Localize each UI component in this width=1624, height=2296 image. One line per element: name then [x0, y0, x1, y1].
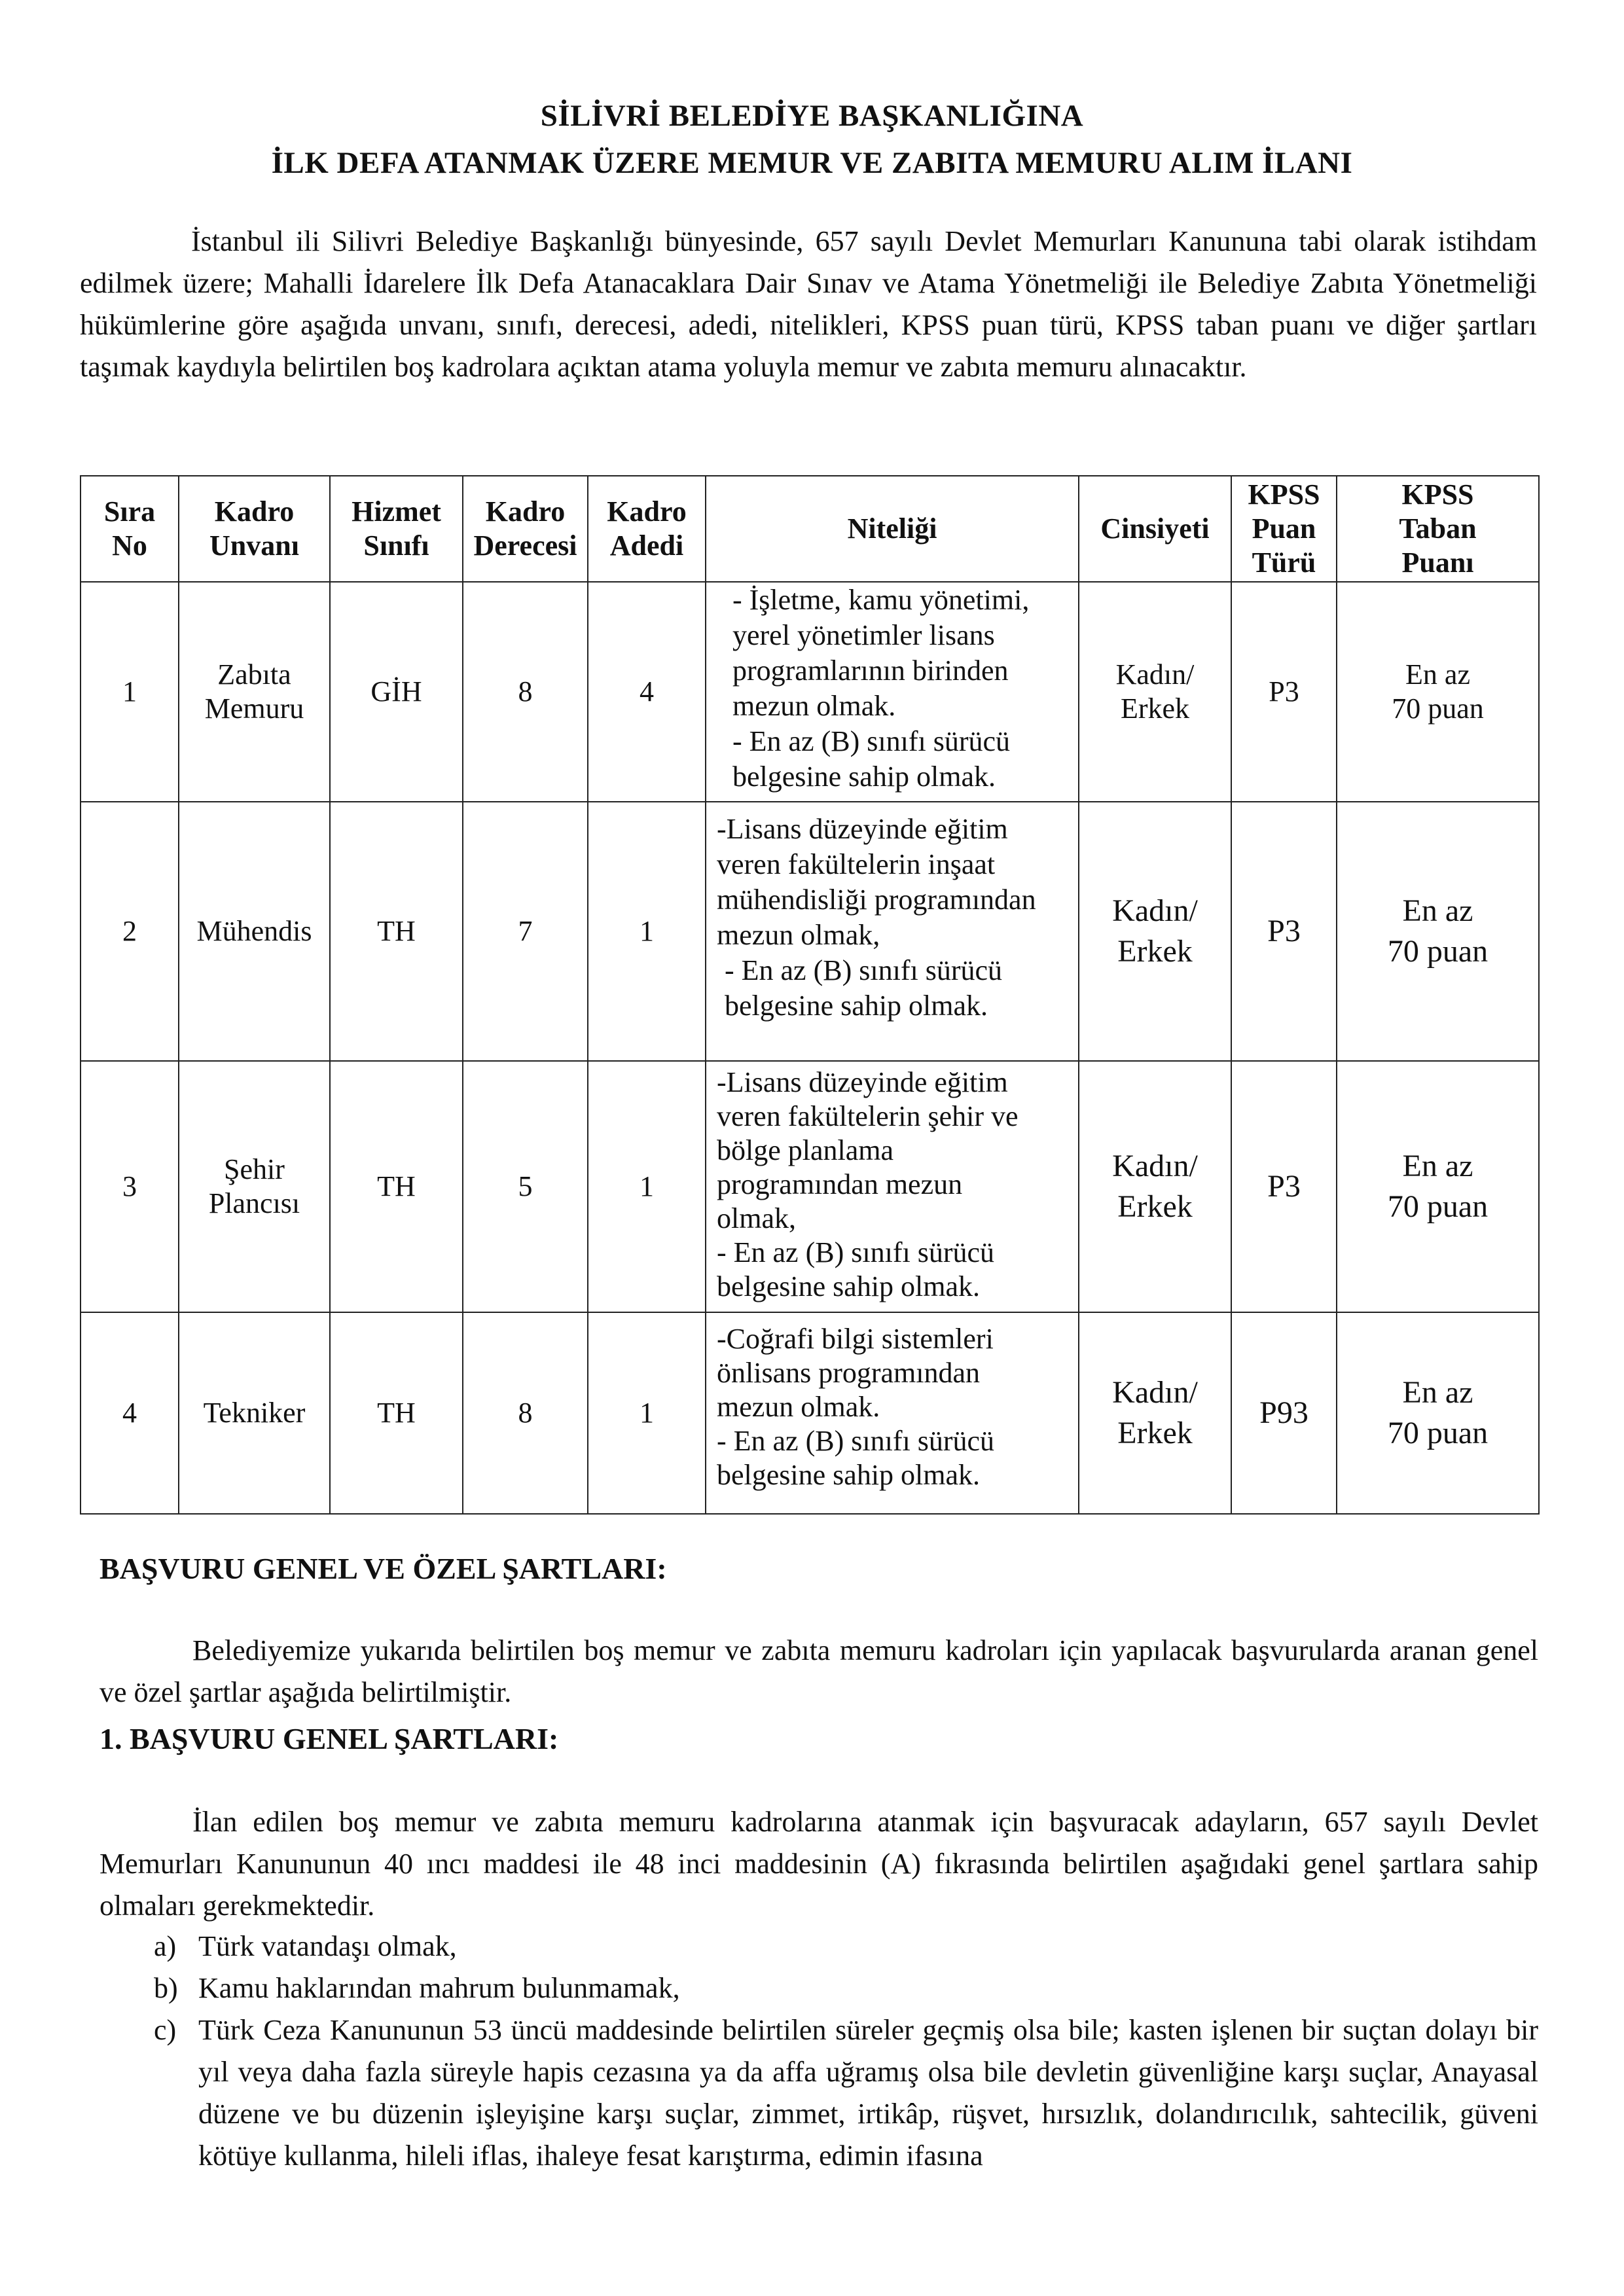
cell-no: 4 [81, 1312, 179, 1514]
cell-adet: 1 [588, 802, 706, 1061]
conditions-list [154, 1926, 1538, 2177]
cell-derece: 8 [463, 582, 588, 802]
cell-derece: 8 [463, 1312, 588, 1514]
cell-puan-turu: P93 [1231, 1312, 1337, 1514]
section-paragraph [99, 1801, 1538, 1927]
header-adet: Kadro Adedi [588, 476, 706, 582]
cell-sinif: TH [330, 1312, 463, 1514]
positions-table [80, 475, 1540, 1515]
section-heading-basvuru: BAŞVURU GENEL VE ÖZEL ŞARTLARI: [99, 1552, 667, 1585]
cell-no: 2 [81, 802, 179, 1061]
cell-nitelik: -Lisans düzeyinde eğitim veren fakültelerin inşaat mühendisliği programından mezun olmak, - En az (B) sınıfı sürücü belgesine sahip olmak. [706, 802, 1079, 1061]
cell-sinif: TH [330, 802, 463, 1061]
cell-sinif: TH [330, 1061, 463, 1312]
cell-unvan: Tekniker [179, 1312, 330, 1514]
table-row [81, 802, 1539, 1061]
intro-text: İstanbul ili Silivri Belediye Başkanlığı bünyesinde, 657 sayılı Devlet Memurları Kanununa tabi olarak istihdam edilmek üzere; Mahalli İdarelere İlk Defa Atanacaklara Dair Sınav ve Atama Yönetmeliği ile Belediye Zabıta Yönetmeliği hükümlerine göre aşağıda unvanı, sınıfı, derecesi, adedi, nitelikleri, KPSS puan türü, KPSS taban puanı ve diğer şartları taşımak kaydıyla belirtilen boş kadrolara açıktan atama yoluyla memur ve zabıta memuru alınacaktır. [80, 225, 1537, 383]
list-item [154, 2009, 1538, 2177]
section-heading-genel: 1. BAŞVURU GENEL ŞARTLARI: [99, 1722, 559, 1755]
cell-taban: En az 70 puan [1337, 802, 1539, 1061]
cell-puan-turu: P3 [1231, 802, 1337, 1061]
cell-cinsiyet: Kadın/ Erkek [1079, 802, 1231, 1061]
table-row [81, 1061, 1539, 1312]
header-puan-turu: KPSS Puan Türü [1231, 476, 1337, 582]
cell-no: 1 [81, 582, 179, 802]
list-item [154, 1926, 1538, 1967]
table-row [81, 582, 1539, 802]
section1-text: Belediyemize yukarıda belirtilen boş memur ve zabıta memuru kadroları için yapılacak başvurularda aranan genel ve özel şartlar aşağıda belirtilmiştir. [99, 1634, 1538, 1708]
header-cinsiyet: Cinsiyeti [1079, 476, 1231, 582]
header-sinif: Hizmet Sınıfı [330, 476, 463, 582]
list-item [154, 1967, 1538, 2009]
intro-paragraph [80, 221, 1537, 388]
cell-adet: 1 [588, 1061, 706, 1312]
cell-puan-turu: P3 [1231, 582, 1337, 802]
header-sira: Sıra No [81, 476, 179, 582]
cell-cinsiyet: Kadın/ Erkek [1079, 1312, 1231, 1514]
list-text: Türk Ceza Kanununun 53 üncü maddesinde belirtilen süreler geçmiş olsa bile; kasten işlenen bir suçtan dolayı bir yıl veya daha fazla süreyle hapis cezasına ya da affa uğramış olsa bile devletin güvenliğine karşı suçlar, Anayasal düzene ve bu düzenin işleyişine karşı suçlar, zimmet, irtikâp, rüşvet, hırsızlık, dolandırıcılık, sahtecilik, güveni kötüye kullanma, hileli iflas, ihaleye fesat karıştırma, edimin ifasına [198, 2014, 1538, 2172]
cell-cinsiyet: Kadın/ Erkek [1079, 1061, 1231, 1312]
cell-nitelik: -Coğrafi bilgi sistemleri önlisans programından mezun olmak. - En az (B) sınıfı sürücü belgesine sahip olmak. [706, 1312, 1079, 1514]
cell-cinsiyet: Kadın/ Erkek [1079, 582, 1231, 802]
cell-unvan: Şehir Plancısı [179, 1061, 330, 1312]
cell-taban: En az 70 puan [1337, 582, 1539, 802]
cell-unvan: Mühendis [179, 802, 330, 1061]
list-marker: c) [154, 2014, 177, 2046]
list-text: Kamu haklarından mahrum bulunmamak, [198, 1972, 680, 2004]
header-unvan: Kadro Unvanı [179, 476, 330, 582]
cell-taban: En az 70 puan [1337, 1061, 1539, 1312]
cell-nitelik: - İşletme, kamu yönetimi, yerel yönetimler lisans programlarının birinden mezun olmak. - En az (B) sınıfı sürücü belgesine sahip olmak. [706, 582, 1079, 802]
header-taban: KPSS Taban Puanı [1337, 476, 1539, 582]
cell-unvan: Zabıta Memuru [179, 582, 330, 802]
cell-puan-turu: P3 [1231, 1061, 1337, 1312]
header-nitelik: Niteliği [706, 476, 1079, 582]
section2-text: İlan edilen boş memur ve zabıta memuru kadrolarına atanmak için başvuracak adayların, 657 sayılı Devlet Memurları Kanununun 40 ıncı maddesi ile 48 inci maddesinin (A) fıkrasında belirtilen aşağıdaki genel şartlara sahip olmaları gerekmektedir. [99, 1806, 1538, 1922]
title-line-2: İLK DEFA ATANMAK ÜZERE MEMUR VE ZABITA MEMURU ALIM İLANI [271, 146, 1353, 180]
list-text: Türk vatandaşı olmak, [198, 1930, 457, 1962]
cell-sinif: GİH [330, 582, 463, 802]
cell-no: 3 [81, 1061, 179, 1312]
cell-adet: 1 [588, 1312, 706, 1514]
header-derece: Kadro Derecesi [463, 476, 588, 582]
list-marker: b) [154, 1972, 178, 2004]
table-row [81, 1312, 1539, 1514]
title-line-1: SİLİVRİ BELEDİYE BAŞKANLIĞINA [540, 99, 1084, 133]
table-header-row [81, 476, 1539, 582]
cell-taban: En az 70 puan [1337, 1312, 1539, 1514]
cell-adet: 4 [588, 582, 706, 802]
cell-derece: 5 [463, 1061, 588, 1312]
section-paragraph [99, 1630, 1538, 1713]
cell-nitelik: -Lisans düzeyinde eğitim veren fakültelerin şehir ve bölge planlama programından mezun olmak, - En az (B) sınıfı sürücü belgesine sahip olmak. [706, 1061, 1079, 1312]
list-marker: a) [154, 1930, 177, 1962]
cell-derece: 7 [463, 802, 588, 1061]
